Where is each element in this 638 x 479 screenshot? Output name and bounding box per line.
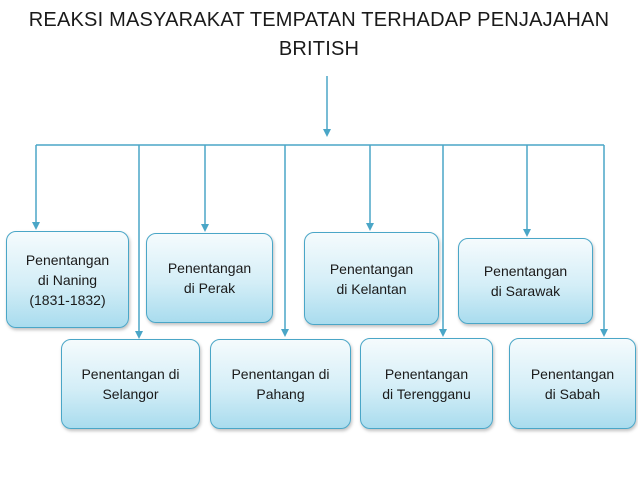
node-sabah-line1: Penentangan (530, 365, 615, 382)
node-kelantan-line1: Penentangan (329, 260, 414, 277)
node-terengganu-line1: Penentangan (384, 365, 469, 382)
node-perak-line2: di Perak (183, 280, 236, 296)
node-sabah (509, 338, 636, 429)
node-terengganu (360, 338, 493, 429)
node-naning (6, 231, 129, 328)
node-selangor (61, 339, 200, 429)
node-naning-line1: Penentangan (25, 251, 110, 268)
node-sabah-line2: di Sabah (544, 385, 601, 402)
node-kelantan (304, 232, 439, 325)
node-perak-line1: Penentangan (167, 260, 252, 276)
node-selangor-line2: Selangor (102, 386, 159, 402)
node-pahang (210, 339, 351, 429)
node-sarawak-line2: di Sarawak (490, 283, 561, 299)
node-sarawak (458, 238, 593, 324)
node-pahang-line2: Pahang (256, 386, 305, 402)
node-terengganu-line2: di Terengganu (382, 385, 471, 402)
node-sarawak-line1: Penentangan (483, 263, 568, 279)
title-line-2: BRITISH (278, 38, 360, 60)
node-naning-line2: di Naning (37, 271, 98, 288)
node-naning-line3: (1831-1832) (29, 291, 106, 308)
title-line-1: REAKSI MASYARAKAT TEMPATAN TERHADAP PENJAJAHAN (28, 9, 610, 31)
node-selangor-line1: Penentangan di (81, 366, 180, 382)
node-pahang-line1: Penentangan di (231, 366, 330, 382)
node-kelantan-line2: di Kelantan (336, 280, 407, 297)
node-perak (146, 233, 273, 323)
